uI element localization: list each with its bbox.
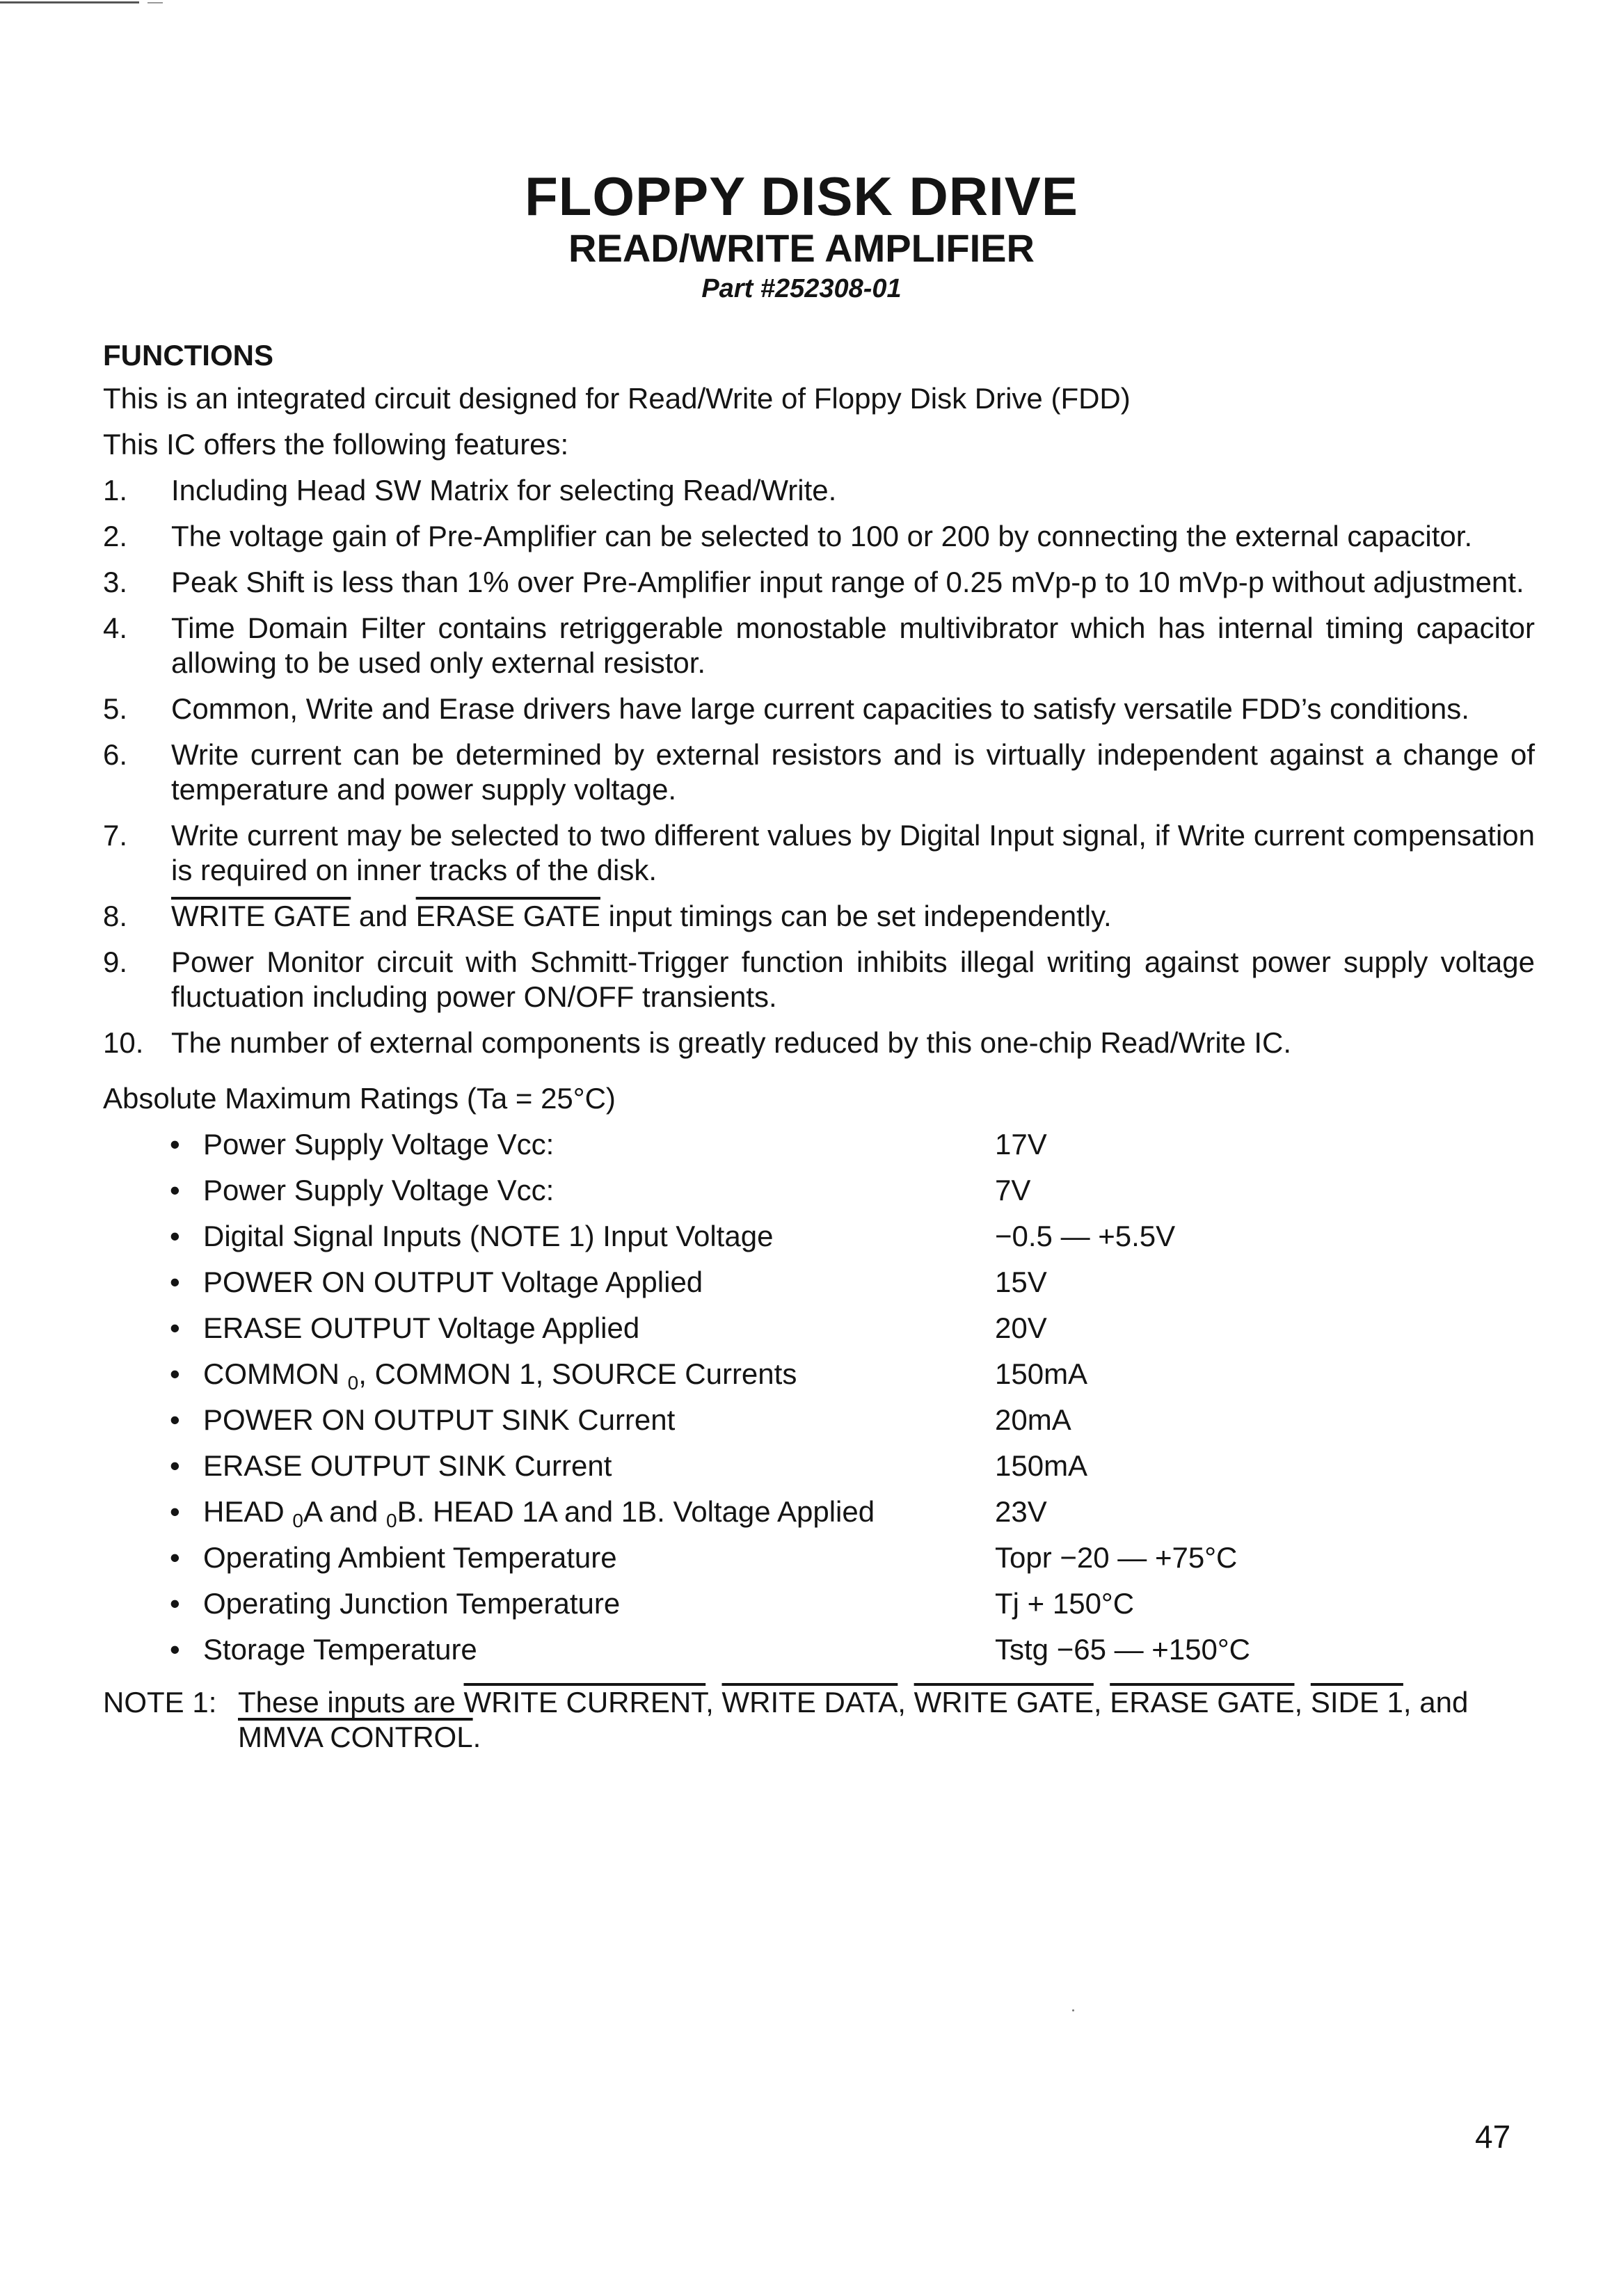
feature-item <box>103 818 1535 888</box>
rating-row <box>103 1311 1535 1357</box>
rating-row <box>103 1265 1535 1311</box>
feature-item <box>103 899 1535 934</box>
feature-text: Write current may be selected to two different values by Digital Input signal, if Write current compensation is required on inner tracks of the disk. <box>171 819 1535 886</box>
feature-text-rest: input timings can be set independently. <box>600 900 1112 932</box>
ratings-section <box>103 1081 1535 1678</box>
feature-number: 6. <box>103 738 128 771</box>
rating-label: POWER ON OUTPUT SINK Current <box>203 1403 676 1436</box>
rating-value: 150mA <box>995 1449 1088 1482</box>
feature-number: 1. <box>103 474 128 507</box>
title-block <box>0 167 1603 305</box>
intro-paragraph-2: This IC offers the following features: <box>103 428 569 461</box>
feature-number: 9. <box>103 946 128 978</box>
rating-label: ERASE OUTPUT Voltage Applied <box>203 1312 640 1344</box>
rating-label <box>203 1357 995 1401</box>
rating-row <box>103 1449 1535 1494</box>
feature-number: 2. <box>103 520 128 552</box>
bullet: • <box>170 1266 180 1298</box>
signal-erase-gate: ERASE GATE <box>1110 1686 1295 1719</box>
signal-write-current: WRITE CURRENT <box>463 1686 706 1719</box>
label-part: , COMMON 1, SOURCE Currents <box>358 1357 797 1390</box>
feature-text: Including Head SW Matrix for selecting Read/Write. <box>171 474 837 507</box>
rating-row <box>103 1586 1535 1632</box>
feature-text <box>171 899 1535 934</box>
bullet: • <box>170 1312 180 1344</box>
part-number: Part #252308-01 <box>701 274 902 303</box>
note-end: . <box>472 1721 481 1753</box>
rating-value: Tstg −65 — +150°C <box>995 1633 1251 1666</box>
rating-label: Power Supply Voltage Vcc: <box>203 1128 555 1161</box>
feature-text: Common, Write and Erase drivers have large current capacities to satisfy versatile FDD’s conditions. <box>171 692 1469 725</box>
note-prefix: NOTE 1: <box>103 1686 217 1719</box>
rating-value: 20V <box>995 1312 1047 1344</box>
rating-row <box>103 1127 1535 1173</box>
note-sep: , <box>705 1686 722 1719</box>
note-lead: These inputs are <box>238 1686 464 1719</box>
rating-row <box>103 1219 1535 1265</box>
signal-write-gate: WRITE GATE <box>171 900 351 932</box>
rating-label: Operating Junction Temperature <box>203 1587 621 1620</box>
note-1 <box>103 1685 1535 1755</box>
rating-value: 23V <box>995 1495 1047 1528</box>
feature-item <box>103 611 1535 680</box>
rating-value: Topr −20 — +75°C <box>995 1541 1238 1574</box>
bullet: • <box>170 1220 180 1252</box>
signal-side-1: SIDE 1 <box>1310 1686 1403 1719</box>
label-part: HEAD <box>203 1495 293 1528</box>
signal-write-data: WRITE DATA <box>721 1686 898 1719</box>
bullet: • <box>170 1174 180 1206</box>
rating-row <box>103 1540 1535 1586</box>
page-title: FLOPPY DISK DRIVE <box>525 166 1078 227</box>
bullet: • <box>170 1633 180 1666</box>
feature-item <box>103 1026 1535 1060</box>
feature-item <box>103 565 1535 600</box>
feature-number: 8. <box>103 900 128 932</box>
label-part: A and <box>303 1495 387 1528</box>
bullet: • <box>170 1357 180 1390</box>
rating-value: 7V <box>995 1174 1031 1206</box>
feature-text: Write current can be determined by external resistors and is virtually independent against a change of temperature and power supply voltage. <box>171 738 1535 806</box>
signal-erase-gate: ERASE GATE <box>415 900 600 932</box>
page-subtitle: READ/WRITE AMPLIFIER <box>568 226 1035 270</box>
note-sep: , <box>1093 1686 1110 1719</box>
rating-label: Power Supply Voltage Vcc: <box>203 1174 555 1206</box>
feature-text: Power Monitor circuit with Schmitt-Trigger function inhibits illegal writing against power supply voltage fluctuation including power ON/OFF transients. <box>171 946 1535 1013</box>
feature-item <box>103 738 1535 807</box>
bullet: • <box>170 1495 180 1528</box>
rating-row <box>103 1494 1535 1540</box>
rating-value: 150mA <box>995 1357 1088 1390</box>
top-rule <box>0 1 139 3</box>
rating-value: −0.5 — +5.5V <box>995 1220 1176 1252</box>
note-sep: , <box>1294 1686 1311 1719</box>
page-number: 47 <box>1475 2119 1511 2155</box>
label-part: B. HEAD 1A and 1B. Voltage Applied <box>397 1495 875 1528</box>
feature-item <box>103 473 1535 508</box>
bullet: • <box>170 1541 180 1574</box>
label-subscript: 0 <box>386 1510 397 1531</box>
rating-label: Digital Signal Inputs (NOTE 1) Input Voltage <box>203 1220 774 1252</box>
note-sep: , <box>1403 1686 1420 1719</box>
feature-item <box>103 519 1535 554</box>
scan-speck <box>1072 2009 1074 2011</box>
top-rule-dash <box>147 2 163 3</box>
feature-text: Peak Shift is less than 1% over Pre-Amplifier input range of 0.25 mVp-p to 10 mVp-p without adjustment. <box>171 566 1524 598</box>
note-sep: , <box>898 1686 914 1719</box>
rating-label: POWER ON OUTPUT Voltage Applied <box>203 1266 703 1298</box>
signal-write-gate: WRITE GATE <box>914 1686 1094 1719</box>
bullet: • <box>170 1449 180 1482</box>
bullet: • <box>170 1403 180 1436</box>
rating-row <box>103 1632 1535 1678</box>
feature-number: 5. <box>103 692 128 725</box>
feature-number: 4. <box>103 612 128 644</box>
bullet: • <box>170 1128 180 1161</box>
ratings-heading: Absolute Maximum Ratings (Ta = 25°C) <box>103 1082 616 1115</box>
feature-text: Time Domain Filter contains retriggerable monostable multivibrator which has internal timing capacitor allowing to be used only external resistor. <box>171 612 1535 679</box>
rating-value: 20mA <box>995 1403 1071 1436</box>
rating-row <box>103 1403 1535 1449</box>
feature-list <box>103 473 1535 1060</box>
label-subscript: 0 <box>292 1510 303 1531</box>
intro-paragraph-1: This is an integrated circuit designed for Read/Write of Floppy Disk Drive (FDD) <box>103 382 1131 415</box>
feature-text: The voltage gain of Pre-Amplifier can be selected to 100 or 200 by connecting the external capacitor. <box>171 520 1473 552</box>
rating-row <box>103 1173 1535 1219</box>
bullet: • <box>170 1587 180 1620</box>
feature-number: 7. <box>103 819 128 852</box>
rating-label <box>203 1494 995 1538</box>
feature-number: 3. <box>103 566 128 598</box>
feature-text-connector: and <box>351 900 416 932</box>
rating-value: 15V <box>995 1266 1047 1298</box>
signal-mmva-control: MMVA CONTROL <box>238 1721 473 1753</box>
feature-item <box>103 945 1535 1014</box>
rating-value: Tj + 150°C <box>995 1587 1135 1620</box>
feature-number: 10. <box>103 1026 144 1059</box>
feature-text: The number of external components is greatly reduced by this one-chip Read/Write IC. <box>171 1026 1292 1059</box>
functions-heading: FUNCTIONS <box>103 339 273 372</box>
note-text <box>238 1685 1535 1755</box>
rating-label: Operating Ambient Temperature <box>203 1541 617 1574</box>
rating-value: 17V <box>995 1128 1047 1161</box>
rating-label: ERASE OUTPUT SINK Current <box>203 1449 612 1482</box>
rating-row <box>103 1357 1535 1403</box>
label-part: COMMON <box>203 1357 348 1390</box>
label-subscript: 0 <box>347 1372 359 1394</box>
rating-label: Storage Temperature <box>203 1633 477 1666</box>
main-content <box>103 337 1535 1755</box>
feature-item <box>103 692 1535 726</box>
note-and: and <box>1419 1686 1469 1719</box>
